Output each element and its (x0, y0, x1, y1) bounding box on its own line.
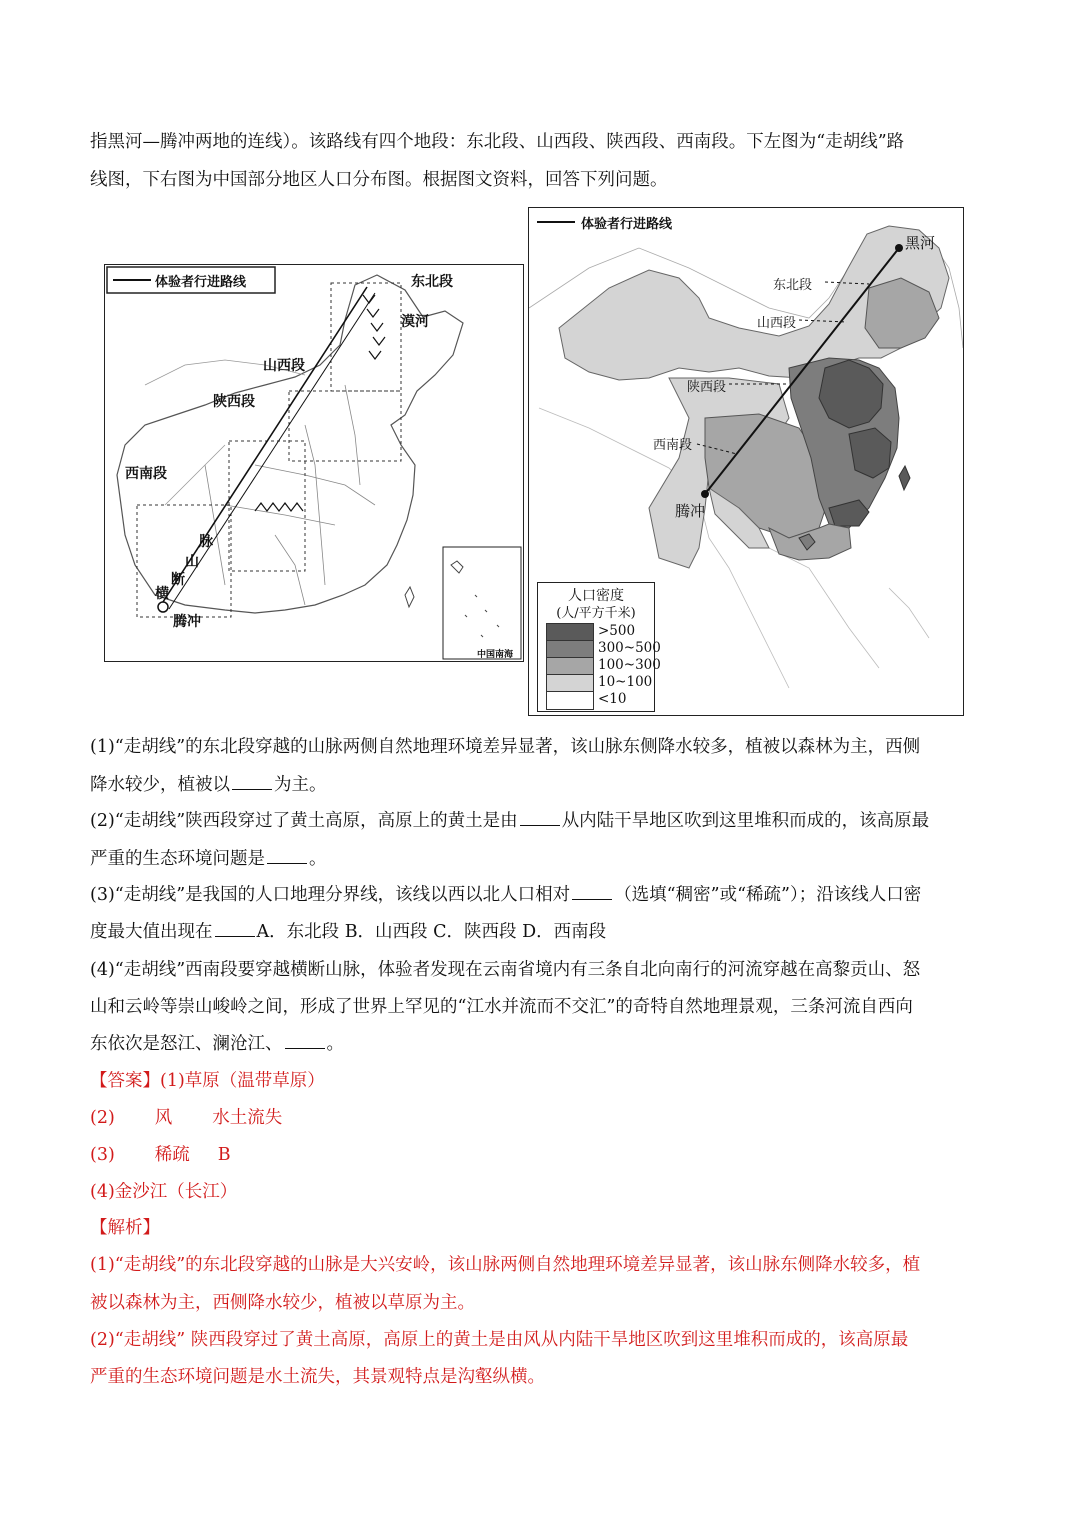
analysis-p2-line-1: (2)“走胡线” 陕西段穿过了黄土高原，高原上的黄土是由风从内陆干旱地区吹到这里堆积而成的，该高原最 (90, 1330, 909, 1350)
q4-line-3 (90, 1030, 344, 1058)
q2-line-1 (90, 807, 929, 835)
answer-line-3 (90, 1141, 231, 1169)
q3-blank-1[interactable] (572, 881, 612, 900)
right-legend-label: 体验者行进路线 (581, 217, 673, 232)
density-label-gt500: >500 (598, 623, 636, 639)
q2-line-2 (90, 845, 327, 873)
q3-text2-pre: 度最大值出现在 (90, 922, 213, 942)
right-label-shaanxi: 陕西段 (687, 380, 727, 395)
q1-line-1: (1)“走胡线”的东北段穿越的山脉两侧自然地理环境差异显著，该山脉东侧降水较多，植被以森林为主，西侧 (90, 737, 921, 757)
q2-text2-pre: 严重的生态环境问题是 (90, 849, 265, 869)
right-density-map (528, 207, 964, 716)
answer-2-1: 风 (154, 1108, 173, 1128)
q2-text-post: 从内陆干旱地区吹到这里堆积而成的，该高原最 (561, 811, 930, 831)
q3-line-1 (90, 881, 921, 909)
answer-line-1 (90, 1067, 325, 1095)
density-legend-title: 人口密度 (568, 588, 624, 604)
left-label-shaanxi: 陕西段 (213, 394, 255, 410)
right-label-heihe: 黑河 (905, 234, 936, 252)
left-label-nanhai: 中国南海 (477, 650, 514, 660)
density-legend (537, 582, 661, 712)
intro-line-1: 指黑河—腾冲两地的连线）。该路线有四个地段：东北段、山西段、陕西段、西南段。下左图为“走胡线”路 (90, 132, 905, 152)
left-label-shanxi: 山西段 (263, 358, 305, 374)
q1-blank[interactable] (232, 771, 272, 790)
q2-text-pre: (2)“走胡线”陕西段穿过了黄土高原，高原上的黄土是由 (90, 811, 518, 831)
q3-options: A．东北段 B．山西段 C．陕西段 D．西南段 (256, 922, 607, 942)
left-label-dongbei: 东北段 (411, 274, 453, 290)
density-label-300-500: 300~500 (598, 640, 661, 656)
answer-heading: 【答案】 (90, 1071, 160, 1091)
answer-line-4: (4)金沙江（长江） (90, 1182, 238, 1202)
q4-blank[interactable] (285, 1030, 325, 1049)
left-label-hengduan-shan: 山 (185, 554, 199, 570)
analysis-p2-line-2: 严重的生态环境问题是水土流失，其景观特点是沟壑纵横。 (90, 1367, 545, 1387)
density-label-100-300: 100~300 (598, 657, 661, 673)
answer-3-num: (3) (90, 1145, 115, 1165)
q3-blank-2[interactable] (215, 918, 255, 937)
right-label-dongbei: 东北段 (773, 278, 813, 293)
q2-blank-2[interactable] (267, 845, 307, 864)
left-label-tengchong: 腾冲 (173, 614, 201, 630)
q3-text-post: （选填“稠密”或“稀疏”）；沿该线人口密 (614, 885, 922, 905)
right-label-shanxi: 山西段 (757, 316, 797, 331)
density-swatch-lt10 (546, 691, 594, 710)
left-label-hengduan-heng: 横 (155, 586, 169, 602)
q2-text2-post: 。 (309, 849, 327, 869)
answer-2-2: 水土流失 (212, 1108, 283, 1128)
right-label-xinan: 西南段 (653, 438, 693, 453)
answer-1: (1)草原（温带草原） (160, 1071, 325, 1091)
intro-line-2: 线图，下右图为中国部分地区人口分布图。根据图文资料，回答下列问题。 (90, 170, 668, 190)
left-route-map (104, 264, 524, 662)
answer-3-1: 稀疏 (154, 1145, 190, 1165)
right-label-tengchong: 腾冲 (675, 502, 706, 520)
answer-line-2 (90, 1104, 282, 1132)
answer-3-2: B (217, 1145, 231, 1165)
q1-text-post: 为主。 (274, 775, 327, 795)
q2-blank-1[interactable] (520, 807, 560, 826)
density-legend-unit: (人/平方千米) (556, 606, 636, 621)
analysis-p1-line-2: 被以森林为主，西侧降水较少，植被以草原为主。 (90, 1293, 475, 1313)
analysis-p1-line-1: (1)“走胡线”的东北段穿越的山脉是大兴安岭，该山脉两侧自然地理环境差异显著，该山脉东侧降水较多，植 (90, 1255, 921, 1275)
left-label-hengduan-mai: 脉 (199, 534, 213, 550)
answer-2-num: (2) (90, 1108, 115, 1128)
q3-text-pre: (3)“走胡线”是我国的人口地理分界线，该线以西以北人口相对 (90, 885, 571, 905)
q4-line-2: 山和云岭等崇山峻岭之间，形成了世界上罕见的“江水并流而不交汇”的奇特自然地理景观，三条河流自西向 (90, 997, 913, 1017)
q1-line-2 (90, 771, 327, 799)
q3-line-2 (90, 918, 606, 946)
left-label-mohe: 漠河 (401, 314, 429, 330)
q1-text-pre: 降水较少，植被以 (90, 775, 230, 795)
density-label-10-100: 10~100 (598, 674, 653, 690)
left-label-xinan: 西南段 (125, 466, 167, 482)
analysis-heading: 【解析】 (90, 1218, 160, 1238)
q4-text-pre: 东依次是怒江、澜沧江、 (90, 1034, 283, 1054)
density-label-lt10: <10 (598, 691, 627, 707)
left-legend-label: 体验者行进路线 (155, 275, 247, 290)
left-label-hengduan-duan: 断 (171, 572, 185, 588)
q4-text-post: 。 (326, 1034, 344, 1054)
q4-line-1: (4)“走胡线”西南段要穿越横断山脉，体验者发现在云南省境内有三条自北向南行的河流穿越在高黎贡山、怒 (90, 960, 921, 980)
